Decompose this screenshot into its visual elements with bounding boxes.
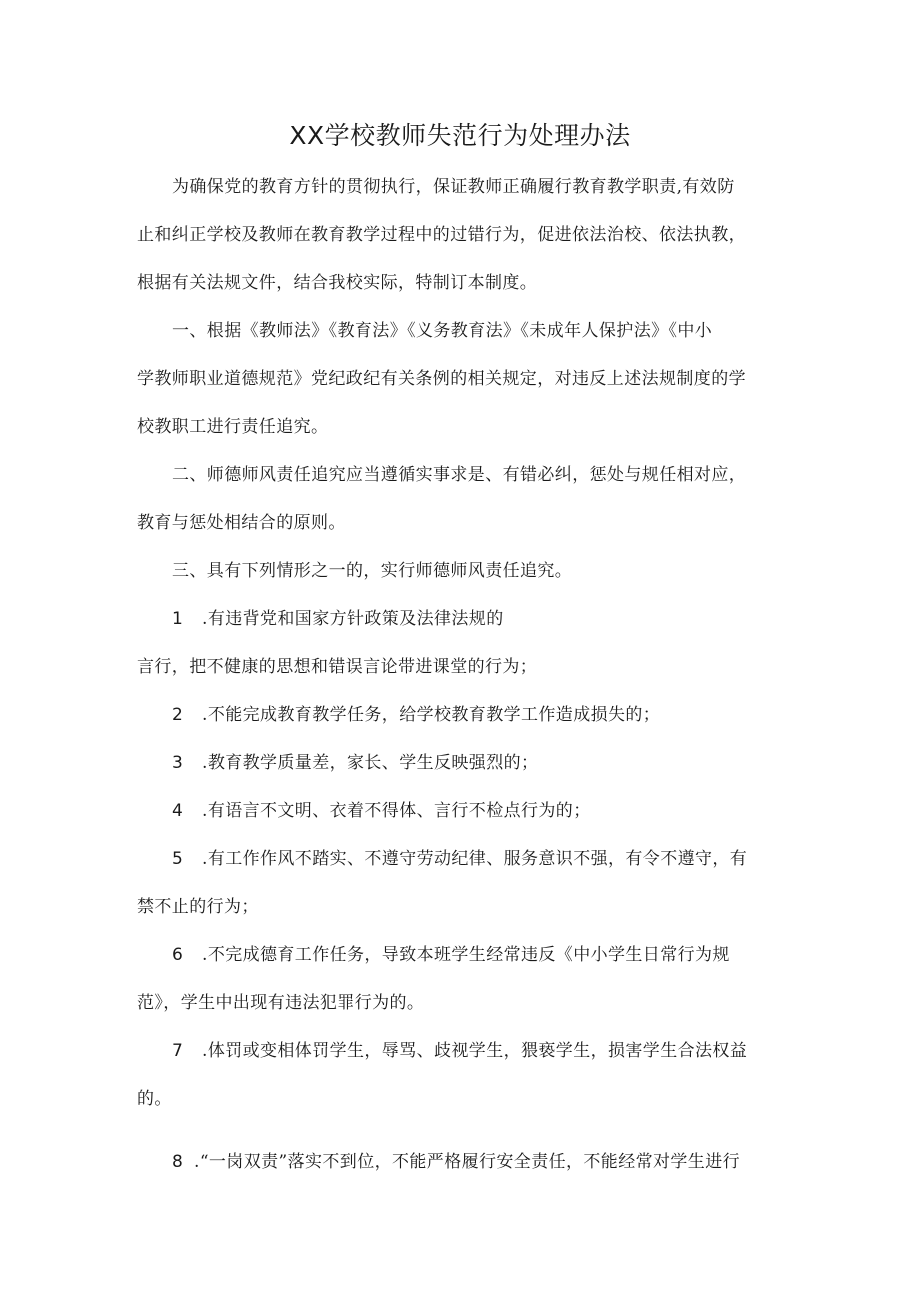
list-item: 8 .“一岗双责”落实不到位，不能严格履行安全责任，不能经常对学生进行 bbox=[172, 1147, 797, 1177]
paragraph-line: 禁不止的行为； bbox=[137, 897, 259, 917]
list-text: 不能完成教育教学任务，给学校教育教学工作造成损失的； bbox=[207, 705, 661, 725]
list-number: 4 bbox=[172, 801, 184, 821]
list-text: 有语言不文明、衣着不得体、言行不检点行为的； bbox=[207, 801, 591, 821]
paragraph-line: 一、根据《教师法》《教育法》《义务教育法》《未成年人保护法》《中小 bbox=[172, 321, 713, 341]
list-number: 8 bbox=[172, 1152, 184, 1172]
list-number: 1 bbox=[172, 609, 184, 629]
list-item: 3 .教育教学质量差，家长、学生反映强烈的； bbox=[172, 748, 797, 778]
paragraph-line: 为确保党的教育方针的贯彻执行，保证教师正确履行教育教学职责,有效防 bbox=[172, 177, 735, 197]
paragraph-line: 二、师德师风责任追究应当遵循实事求是、有错必纠，惩处与规任相对应， bbox=[172, 465, 747, 485]
paragraph-line: 的。 bbox=[137, 1089, 172, 1109]
list-text: 有工作作风不踏实、不遵守劳动纪律、服务意识不强，有令不遵守，有 bbox=[207, 849, 748, 869]
list-item: 7 .体罚或变相体罚学生，辱骂、歧视学生，猥亵学生，损害学生合法权益 bbox=[172, 1036, 797, 1066]
list-text: 教育教学质量差，家长、学生反映强烈的； bbox=[207, 753, 539, 773]
paragraph-line: 止和纠正学校及教师在教育教学过程中的过错行为，促进依法治校、依法执教， bbox=[137, 225, 746, 245]
list-item: 2 .不能完成教育教学任务，给学校教育教学工作造成损失的； bbox=[172, 700, 797, 730]
list-number: 2 bbox=[172, 705, 184, 725]
paragraph-line: 校教职工进行责任追究。 bbox=[137, 417, 329, 437]
paragraph-line: 言行，把不健康的思想和错误言论带进课堂的行为； bbox=[137, 657, 538, 677]
list-text: “一岗双责”落实不到位，不能严格履行安全责任，不能经常对学生进行 bbox=[199, 1152, 740, 1172]
paragraph-line: 三、具有下列情形之一的，实行师德师风责任追究。 bbox=[172, 561, 573, 581]
paragraph-line: 学教师职业道德规范》党纪政纪有关条例的相关规定，对违反上述法规制度的学 bbox=[137, 369, 746, 389]
list-number: 3 bbox=[172, 753, 184, 773]
list-number: 5 bbox=[172, 849, 184, 869]
paragraph-line: 教育与惩处相结合的原则。 bbox=[137, 513, 346, 533]
list-item: 6 .不完成德育工作任务，导致本班学生经常违反《中小学生日常行为规 bbox=[172, 940, 797, 970]
list-text: 不完成德育工作任务，导致本班学生经常违反《中小学生日常行为规 bbox=[207, 945, 730, 965]
paragraph-line: 根据有关法规文件，结合我校实际，特制订本制度。 bbox=[137, 273, 538, 293]
list-item: 1 .有违背党和国家方针政策及法律法规的 bbox=[172, 604, 797, 634]
list-number: 7 bbox=[172, 1041, 184, 1061]
list-item: 5 .有工作作风不踏实、不遵守劳动纪律、服务意识不强，有令不遵守，有 bbox=[172, 844, 797, 874]
list-text: 体罚或变相体罚学生，辱骂、歧视学生，猥亵学生，损害学生合法权益 bbox=[207, 1041, 748, 1061]
list-item: 4 .有语言不文明、衣着不得体、言行不检点行为的； bbox=[172, 796, 797, 826]
paragraph-line: 范》，学生中出现有违法犯罪行为的。 bbox=[137, 993, 425, 1013]
list-number: 6 bbox=[172, 945, 184, 965]
document-title: XX学校教师失范行为处理办法 bbox=[289, 121, 631, 150]
list-text: 有违背党和国家方针政策及法律法规的 bbox=[207, 609, 504, 629]
